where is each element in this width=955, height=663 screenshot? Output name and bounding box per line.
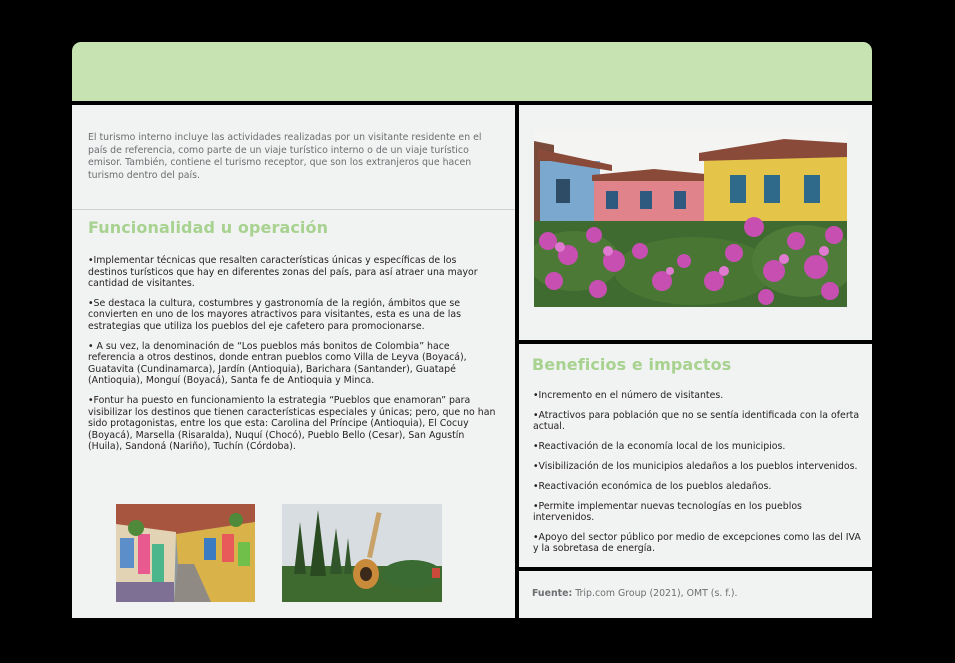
benefits-panel (519, 344, 872, 567)
list-item: •Incremento en el número de visitantes. (533, 390, 724, 401)
source-text: Trip.com Group (2021), OMT (s. f.). (572, 588, 738, 599)
list-item: •Atractivos para población que no se sentía identificada con la oferta actual. (533, 410, 860, 432)
list-item: •Reactivación de la economía local de los municipios. (533, 441, 786, 452)
source-panel (519, 571, 872, 618)
section-heading-beneficios: Beneficios e impactos (532, 355, 732, 374)
source-citation (532, 588, 738, 599)
list-item: •Implementar técnicas que resalten características únicas y específicas de los destinos turísticos que hay en diferentes zonas del país, para así atraer una mayor cantidad de visitantes. (88, 255, 478, 290)
intro-text: El turismo interno incluye las actividades realizadas por un visitante residente en el país de referencia, como parte de un viaje turístico interno o de un viaje turístico emisor. También, contiene el turismo receptor, que son los extranjeros que hacen turismo dentro del país. (88, 132, 482, 181)
source-label: Fuente: (532, 588, 573, 599)
benefits-list (533, 390, 863, 563)
list-item: •Apoyo del sector público por medio de excepciones como las del IVA y la sobretasa de energía. (533, 532, 861, 554)
photo-panel (519, 105, 872, 340)
section-heading-funcionalidad: Funcionalidad u operación (88, 218, 329, 237)
list-item: •Permite implementar nuevas tecnologías en los pueblos intervenidos. (533, 501, 802, 523)
photo-colorful-street (116, 504, 255, 602)
photo-colonial-houses-flowers (534, 131, 847, 307)
list-item: •Reactivación económica de los pueblos aledaños. (533, 481, 772, 492)
funcionalidad-list (88, 255, 496, 461)
list-item: •Se destaca la cultura, costumbres y gastronomía de la región, ámbitos que se convierten en uno de los mayores atractivos para visitantes, esta es una de las estrategias que utiliza los pueblos del eje cafetero para promocionarse. (88, 297, 462, 332)
list-item: • A su vez, la denominación de “Los pueblos más bonitos de Colombia” hace referencia a otros destinos, donde entran pueblos como Villa de Leyva (Boyacá), Guatavita (Cundinamarca), Jardín (Antioquia), Barichara (Santander), Guatapé (Antioquia), Monguí (Boyacá), Santa fe de Antioquia y Minca. (88, 340, 467, 387)
divider (72, 209, 515, 210)
left-panel (72, 105, 515, 618)
list-item: •Visibilización de los municipios aledaños a los pueblos intervenidos. (533, 461, 858, 472)
list-item: •Fontur ha puesto en funcionamiento la estrategia “Pueblos que enamoran” para visibilizar los destinos que tienen características especiales y únicas; pero, que no han sido protagonistas, entre los que esta: Carolina del Príncipe (Antioquia), El Cocuy (Boyacá), Marsella (Risaralda), Nuquí (Chocó), Pueblo Bello (Cesar), San Agustín (Huila), Sandoná (Nariño), Tuchín (Córdoba). (88, 394, 496, 453)
photo-guitar-monument (282, 504, 442, 602)
header-band (72, 42, 872, 101)
